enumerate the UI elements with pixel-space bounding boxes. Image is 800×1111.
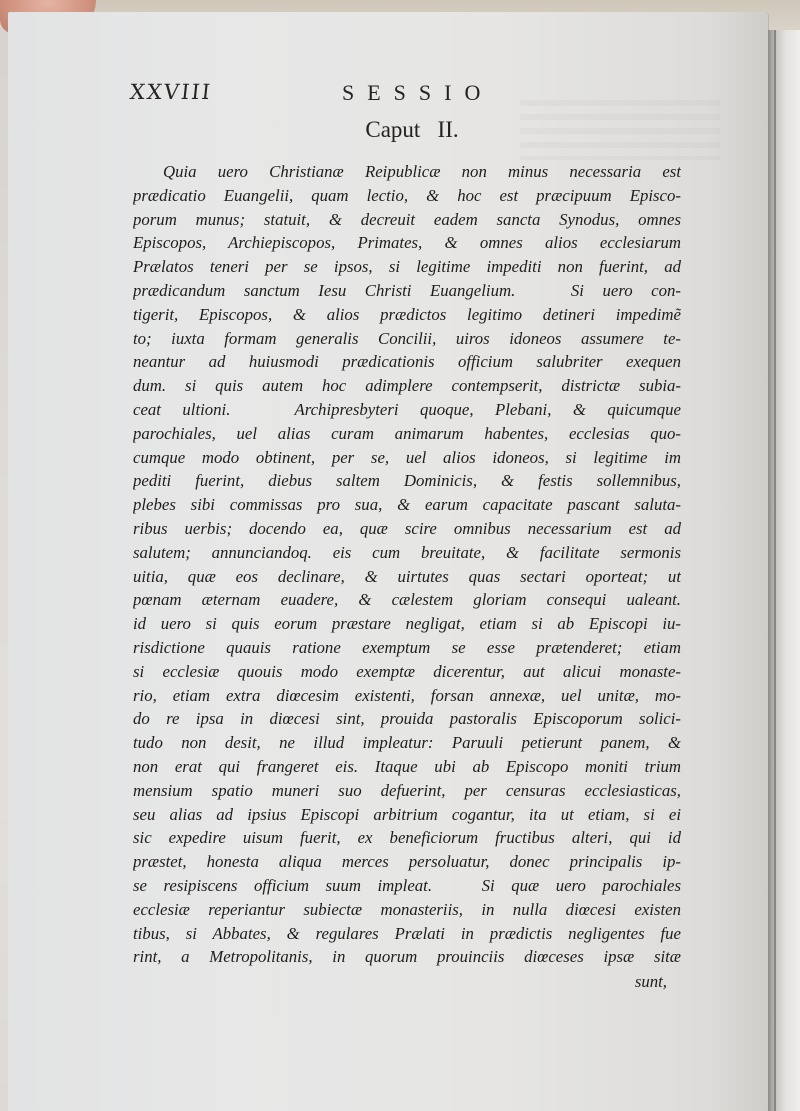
text-line: se resipiscens officium suum impleat. Si quæ uero parochiales [133, 875, 681, 895]
running-head [0, 80, 800, 112]
body-text [133, 160, 681, 969]
text-line: parochiales, uel alias curam animarum habentes, ecclesias quo- [133, 423, 681, 443]
chapter-title: Caput II. [365, 117, 459, 142]
text-line: si ecclesiæ quouis modo exemptæ dicerentur, aut alicui monaste- [133, 661, 681, 681]
text-line: plebes sibi commissas pro sua, & earum capacitate pascant saluta- [133, 495, 681, 515]
text-line: non erat qui frangeret eis. Itaque ubi ab Episcopo moniti trium [133, 756, 681, 776]
text-line: porum munus; statuit, & decreuit eadem sancta Synodus, omnes [133, 209, 681, 229]
text-line: rint, a Metropolitanis, in quorum prouinciis diœceses ipsæ sitæ [133, 947, 681, 967]
text-line: mensium spatio muneri suo defuerint, per censuras ecclesiasticas, [133, 780, 681, 800]
text-line: ribus uerbis; docendo ea, quæ scire omnibus necessarium est ad [133, 518, 681, 538]
text-line: dum. si quis autem hoc adimplere contempserit, districtæ subia- [133, 376, 681, 396]
folio-number: XXVIII [128, 80, 214, 104]
text-line: Episcopos, Archiepiscopos, Primates, & omnes alios ecclesiarum [133, 233, 681, 253]
text-line: prædicatio Euangelii, quam lectio, & hoc est præcipuum Episco- [133, 185, 681, 205]
text-line: cumque modo obtinent, per se, uel alios idoneos, si legitime im [133, 447, 681, 467]
text-line: ecclesiæ reperiantur subiectæ monasteriis, in nulla diœcesi existen [133, 899, 681, 919]
text-line: pediti fuerint, diebus saltem Dominicis, & festis sollemnibus, [133, 471, 681, 491]
text-line: sic expedire uisum fuerit, ex beneficiorum fructibus alteri, qui id [133, 828, 681, 848]
book-edge [768, 30, 800, 1111]
text-line: præstet, honesta aliqua merces persoluatur, donec principalis ip- [133, 852, 681, 872]
session-label: SESSIO [342, 80, 494, 105]
text-line: id uero si quis eorum præstare negligat, etiam si ab Episcopi iu- [133, 614, 681, 634]
text-line: tibus, si Abbates, & regulares Prælati in prædictis negligentes fue [133, 923, 681, 943]
text-line: Quia uero Christianæ Reipublicæ non minus necessaria est [163, 162, 681, 181]
text-line: prædicandum sanctum Iesu Christi Euangelium. Si uero con- [133, 280, 681, 300]
text-line: to; iuxta formam generalis Concilii, uiros idoneos assumere te- [133, 328, 681, 348]
text-line: ceat ultioni. Archipresbyteri quoque, Plebani, & quicumque [133, 399, 681, 419]
text-line: rio, etiam extra diœcesim existenti, forsan annexæ, uel unitæ, mo- [133, 685, 681, 705]
text-line: salutem; annunciandoq. eis cum breuitate, & facilitate sermonis [133, 542, 681, 562]
text-line: seu alias ad ipsius Episcopi arbitrium cogantur, ita ut etiam, si ei [133, 804, 681, 824]
text-line: risdictione quauis ratione exemptum se esse prætenderet; etiam [133, 637, 681, 657]
text-line: tudo non desit, ne illud impleatur: Paruuli petierunt panem, & [133, 733, 681, 753]
text-line: do re ipsa in diœcesi sint, prouida pastoralis Episcoporum solici- [133, 709, 681, 729]
text-line: uitia, quæ eos declinare, & uirtutes quas sectari oporteat; ut [133, 566, 681, 586]
text-line: Prælatos teneri per se ipsos, si legitime impediti non fuerint, ad [133, 257, 681, 277]
text-line: tigerit, Episcopos, & alios prædictos legitimo detineri impedimẽ [133, 304, 681, 324]
text-line: pœnam æternam euadere, & cælestem gloriam consequi ualeant. [133, 590, 681, 610]
catchword: sunt, [634, 972, 667, 991]
text-line: neantur ad huiusmodi prædicationis officium salubriter exequen [133, 352, 681, 372]
